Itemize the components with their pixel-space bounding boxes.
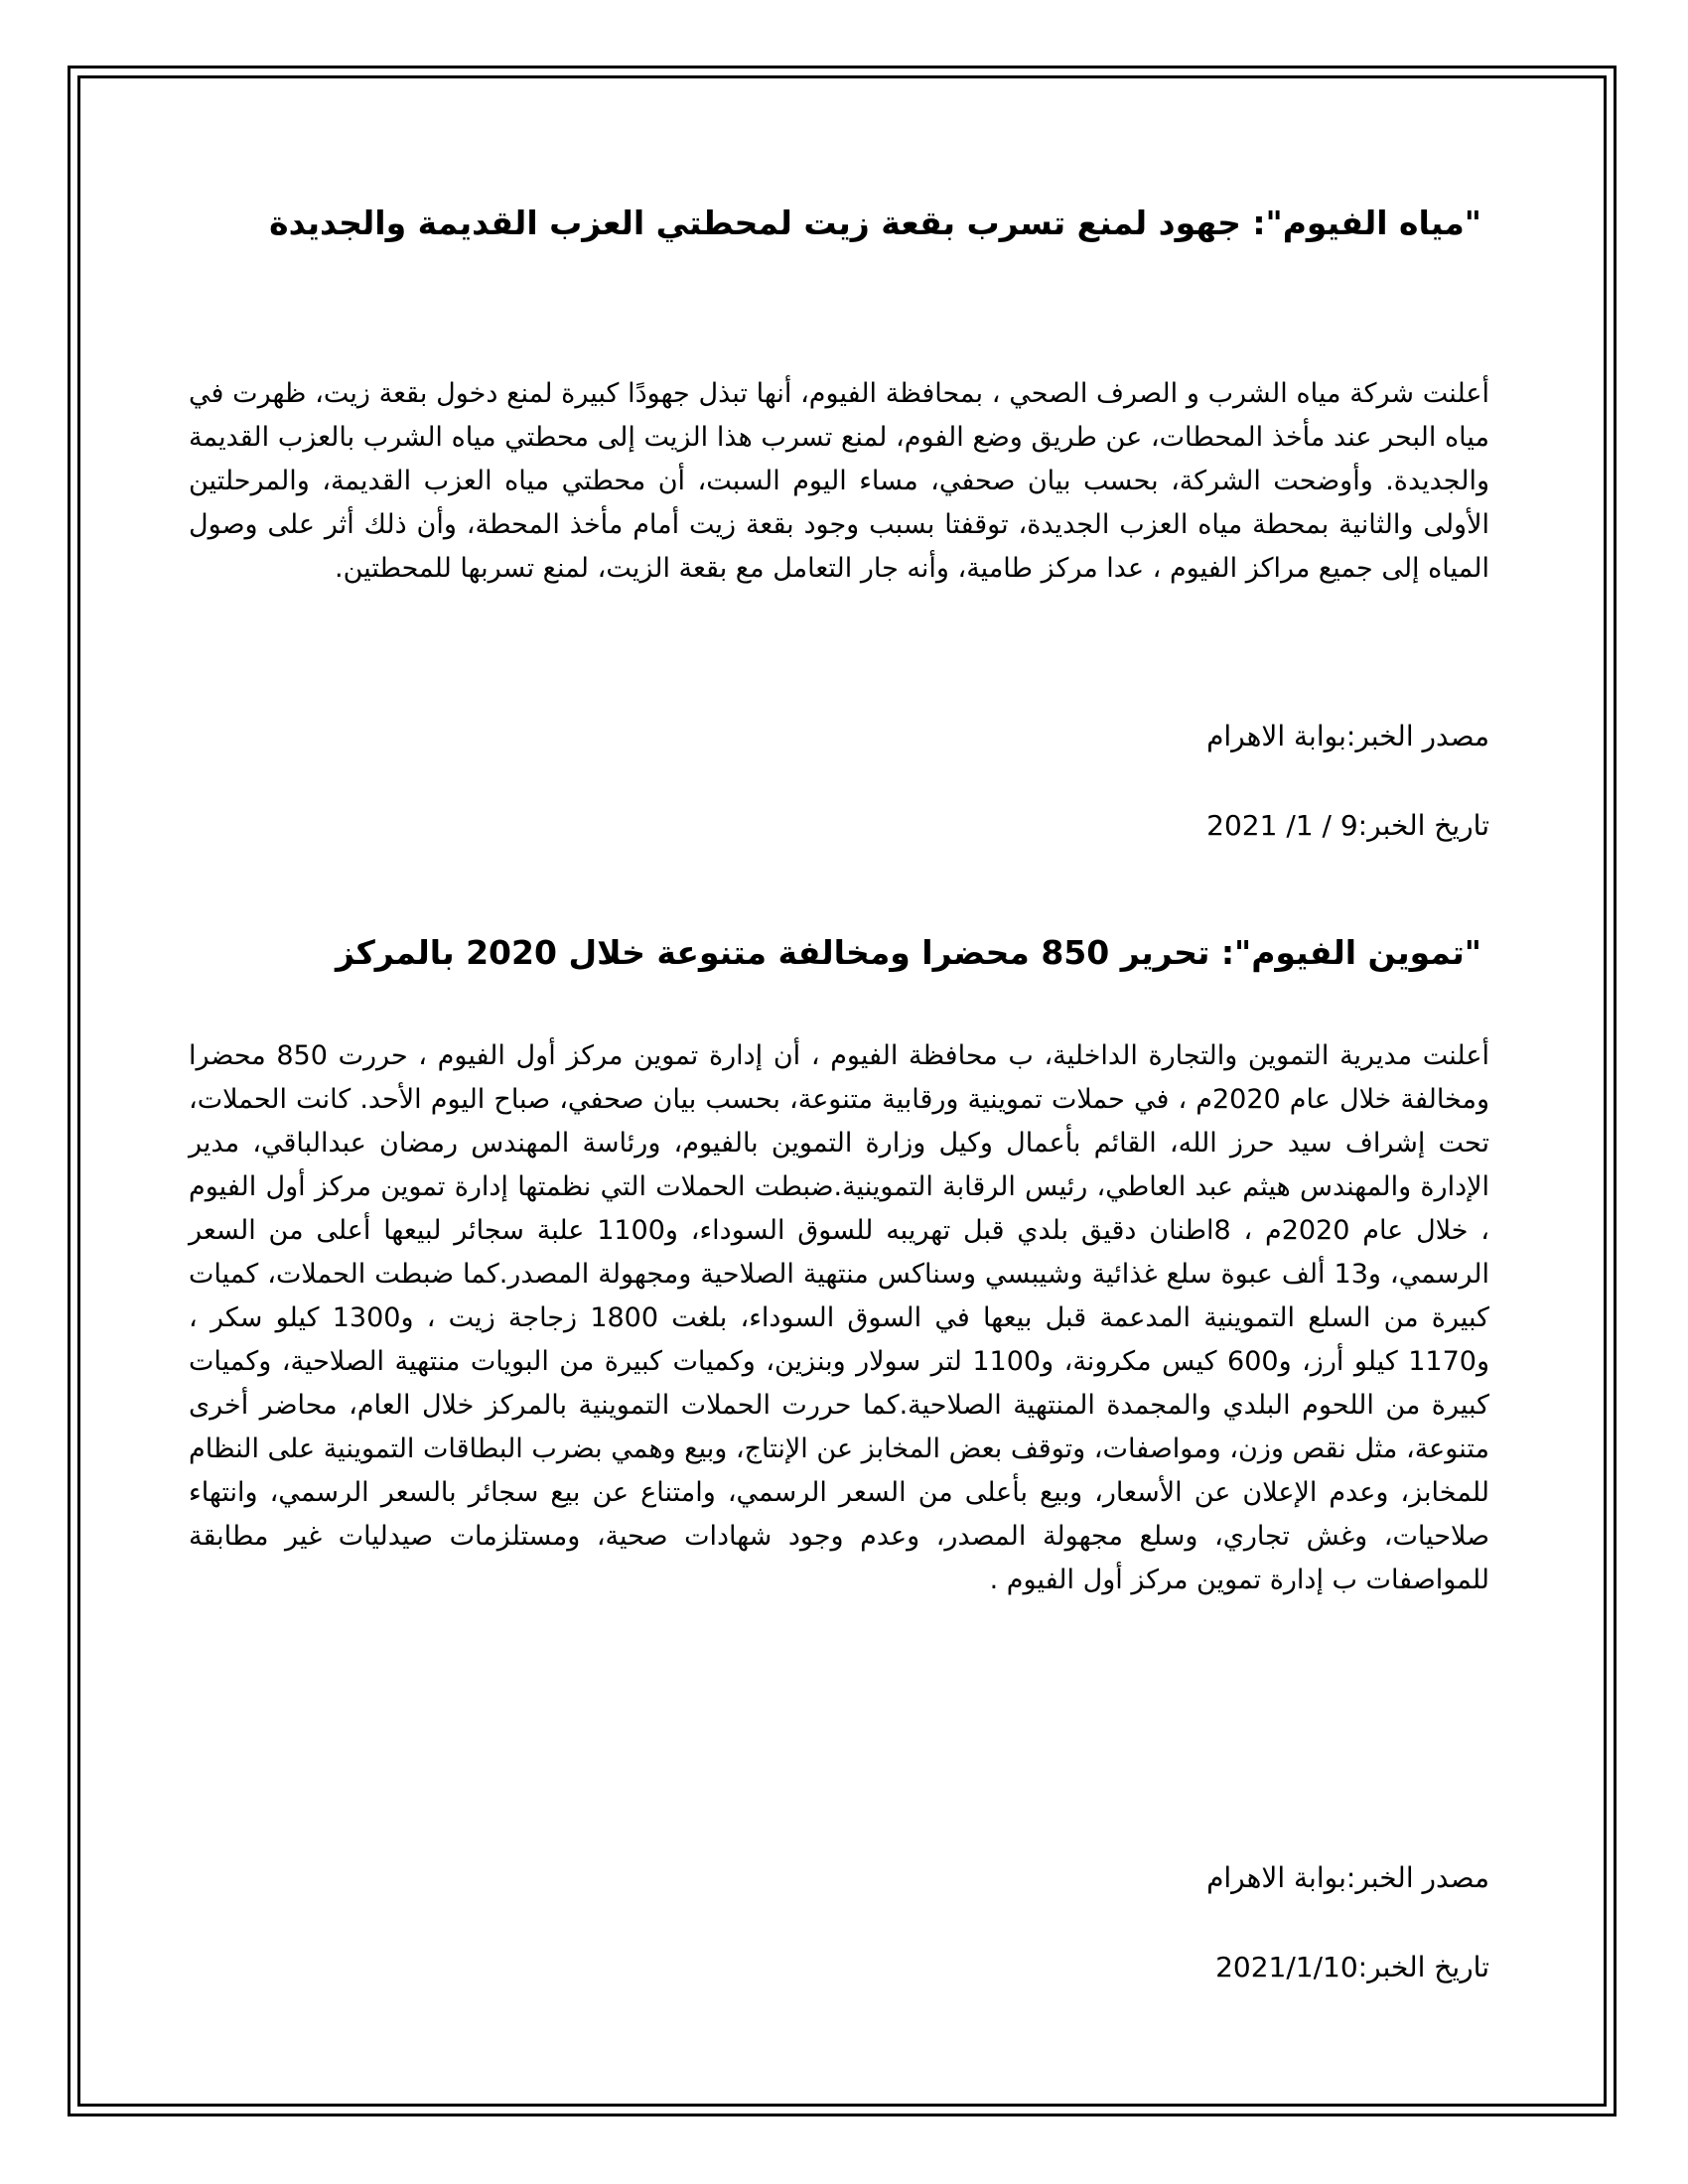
article-1-headline: "مياه الفيوم": جهود لمنع تسرب بقعة زيت لمحطتي العزب القديمة والجديدة bbox=[269, 204, 1481, 242]
article-1-date: تاريخ الخبر:9 / 1/ 2021 bbox=[1206, 809, 1489, 842]
article-1-body: أعلنت شركة مياه الشرب و الصرف الصحي ، بمحافظة الفيوم، أنها تبذل جهودًا كبيرة لمنع دخول بقعة زيت، ظهرت في مياه البحر عند مأخذ المحطات، عن طريق وضع الفوم، لمنع تسرب هذا الزيت إلى محطتي مياه الشرب بالعزب القديمة والجديدة. وأوضحت الشركة، بحسب بيان صحفي، مساء اليوم السبت، أن محطتي مياه العزب القديمة، والمرحلتين الأولى والثانية بمحطة مياه العزب الجديدة، توقفتا بسبب وجود بقعة زيت أمام مأخذ المحطة، وأن ذلك أثر على وصول المياه إلى جميع مراكز الفيوم ، عدا مركز طامية، وأنه جار التعامل مع بقعة الزيت، لمنع تسربها للمحطتين. bbox=[189, 378, 1489, 584]
article-1-source: مصدر الخبر:بوابة الاهرام bbox=[1206, 720, 1489, 752]
article-2-source: مصدر الخبر:بوابة الاهرام bbox=[1206, 1861, 1489, 1894]
article-2-body: أعلنت مديرية التموين والتجارة الداخلية، ب محافظة الفيوم ، أن إدارة تموين مركز أول الفيوم ، حررت 850 محضرا ومخالفة خلال عام 2020م ، في حملات تموينية ورقابية متنوعة، بحسب بيان صحفي، صباح اليوم الأحد. كانت الحملات، تحت إشراف سيد حرز الله، القائم بأعمال وكيل وزارة التموين بالفيوم، ورئاسة المهندس رمضان عبدالباقي، مدير الإدارة والمهندس هيثم عبد العاطي، رئيس الرقابة التموينية.ضبطت الحملات التي نظمتها إدارة تموين مركز أول الفيوم ، خلال عام 2020م ، 8اطنان دقيق بلدي قبل تهريبه للسوق السوداء، و1100 علبة سجائر لبيعها أعلى من السعر الرسمي، و13 ألف عبوة سلع غذائية وشيبسي وسناكس منتهية الصلاحية ومجهولة المصدر.كما ضبطت الحملات، كميات كبيرة من السلع التموينية المدعمة قبل بيعها في السوق السوداء، بلغت 1800 زجاجة زيت ، و1300 كيلو سكر ، و1170 كيلو أرز، و600 كيس مكرونة، و1100 لتر سولار وبنزين، وكميات كبيرة من البويات منتهية الصلاحية، وكميات كبيرة من اللحوم البلدي والمجمدة المنتهية الصلاحية.كما حررت الحملات التموينية بالمركز خلال العام، محاضر أخرى متنوعة، مثل نقص وزن، ومواصفات، وتوقف بعض المخابز عن الإنتاج، وبيع وهمي بضرب البطاقات التموينية على النظام للمخابز، وعدم الإعلان عن الأسعار، وبيع بأعلى من السعر الرسمي، وامتناع عن بيع سجائر بالسعر الرسمي، وانتهاء صلاحيات، وغش تجاري، وسلع مجهولة المصدر، وعدم وجود شهادات صحية، ومستلزمات صيدليات غير مطابقة للمواصفات ب إدارة تموين مركز أول الفيوم . bbox=[189, 1040, 1490, 1595]
article-2-headline: "تموين الفيوم": تحرير 850 محضرا ومخالفة متنوعة خلال 2020 بالمركز bbox=[336, 933, 1481, 972]
article-2-date: تاريخ الخبر:2021/1/10 bbox=[1215, 1951, 1489, 1983]
